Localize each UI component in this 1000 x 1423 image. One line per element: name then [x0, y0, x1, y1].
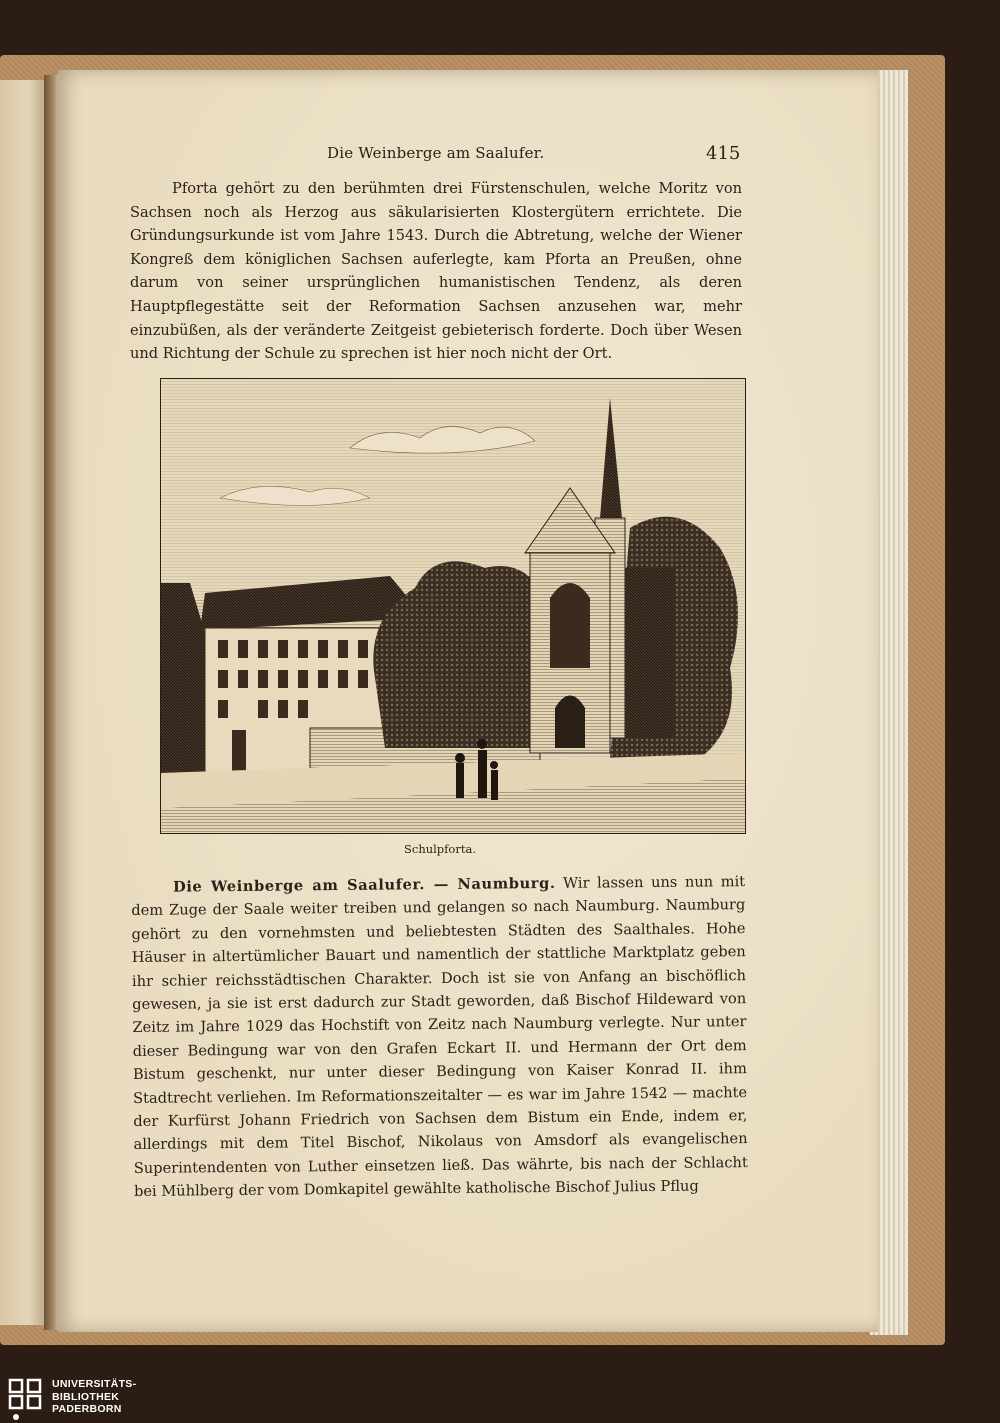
- library-logo: [0, 1373, 160, 1423]
- library-logo-icon: [8, 1378, 42, 1422]
- library-logo-text: [52, 1378, 136, 1416]
- paragraph-pforta: Pforta gehört zu den berühmten drei Fürstenschulen, welche Moritz von Sachsen noch als Herzog aus säkularisierten Klostergütern errichtete. Die Gründungsurkunde ist vom Jahre 1543. Durch die Abtretung, welche der Wiener Kongreß dem königlichen Sachsen auferlegte, kam Pforta an Preußen, ohne darum von seiner ursprünglichen humanistischen Tendenz, als deren Hauptpflegestätte seit der Reformation Sachsen anzusehen war, mehr einzubüßen, als der veränderte Zeitgeist gebieterisch forderte. Doch über Wesen und Richtung der Schule zu sprechen ist hier noch nicht der Ort.: [130, 180, 742, 363]
- left-page: [0, 80, 48, 1325]
- illustration-caption: Schulpforta.: [404, 842, 476, 856]
- logo-line: PADERBORN: [52, 1403, 122, 1415]
- schulpforta-engraving: [160, 378, 746, 834]
- paragraph-naumburg: Wir lassen uns nun mit dem Zuge der Saale weiter treiben und gelangen so nach Naumburg. Naumburg gehört zu den vornehmsten und beliebtesten Städten des Saalthales. Hohe Häuser in altertümlicher Bauart und namentlich der stattliche Marktplatz geben ihr schier reichsstädtischen Charakter. Doch ist sie von Anfang an bischöflich gewesen, ja sie ist erst dadurch zur Stadt geworden, daß Bischof Hildeward von Zeitz im Jahre 1029 das Hochstift von Zeitz nach Naumburg verlegte. Nur unter dieser Bedingung war von den Grafen Eckart II. und Hermann der Ort dem Bistum geschenkt, nur unter dieser Bedingung von Kaiser Konrad II. ihm Stadtrecht verliehen. Im Reformationszeitalter — es war im Jahre 1542 — machte der Kurfürst Johann Friedrich von Sachsen dem Bistum ein Ende, indem er, allerdings mit dem Titel Bischof, Nikolaus von Amsdorf als evangelischen Superintendenten von Luther einsetzen ließ. Das währte, bis nach der Schlacht bei Mühlberg der vom Domkapitel gewählte katholische Bischof Julius Pflug: [131, 873, 748, 1201]
- page-number: 415: [706, 143, 741, 164]
- logo-line: BIBLIOTHEK: [52, 1390, 120, 1403]
- logo-line: UNIVERSITÄTS-: [52, 1378, 137, 1390]
- section-naumburg: [131, 870, 748, 1204]
- section-title: Die Weinberge am Saalufer. — Naumburg.: [173, 874, 556, 896]
- running-head: Die Weinberge am Saalufer.: [327, 144, 545, 162]
